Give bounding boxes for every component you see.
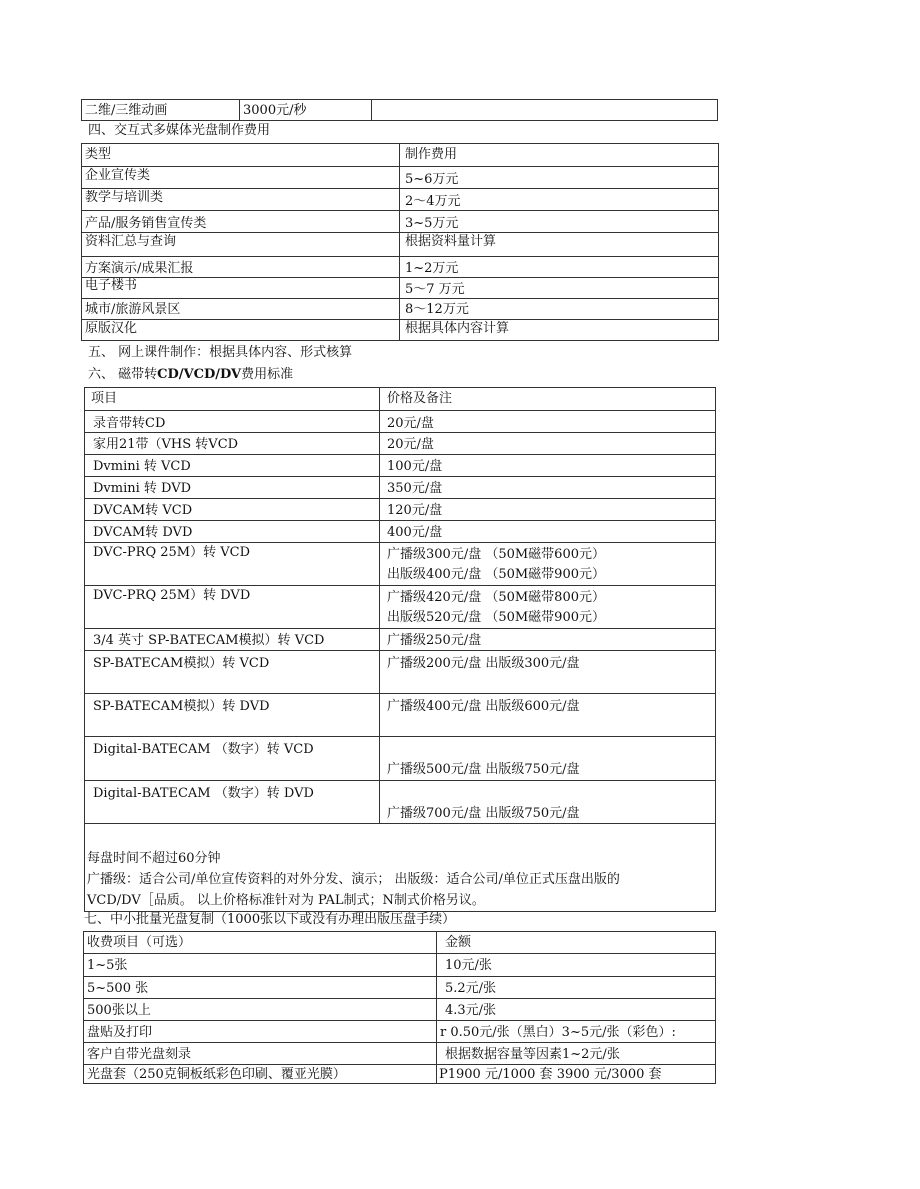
header-price: 价格及备注 [380, 388, 716, 411]
row-item: SP-BATECAM模拟）转 VCD [85, 651, 380, 694]
animation-label: 二维/三维动画 [82, 100, 240, 121]
table-header-row [84, 932, 716, 954]
row-price [380, 543, 716, 586]
row-item: DVCAM转 DVD [85, 521, 380, 543]
table-row [85, 499, 716, 521]
row-fee-item: 光盘套（250克铜板纸彩色印刷、覆亚光膜） [84, 1065, 437, 1084]
row-cost: 5~6万元 [400, 167, 719, 189]
row-price: 广播级500元/盘 出版级750元/盘 [380, 737, 716, 781]
header-type: 类型 [82, 144, 400, 167]
row-amount: 根据数据容量等因素1~2元/张 [437, 1043, 716, 1065]
row-item: DVC-PRQ 25M）转 VCD [85, 543, 380, 586]
section7-heading: 七、中小批量光盘复制（1000张以下或没有办理出版压盘手续） [84, 912, 456, 927]
header-amount: 金额 [437, 932, 716, 954]
row-price: 广播级200元/盘 出版级300元/盘 [380, 651, 716, 694]
row-cost: 根据具体内容计算 [400, 320, 719, 341]
row-type: 城市/旅游风景区 [82, 299, 400, 320]
row-item: Digital-BATECAM （数字）转 DVD [85, 781, 380, 824]
table-row [85, 737, 716, 781]
section6-heading [88, 367, 293, 383]
table-header-row [85, 388, 716, 411]
disc-copy-table [83, 931, 716, 1084]
price-line-publish: 出版级400元/盘 （50M磁带900元） [387, 567, 605, 582]
row-price: 广播级400元/盘 出版级600元/盘 [380, 694, 716, 737]
table-row [84, 1065, 716, 1084]
row-fee-item: 1~5张 [84, 954, 437, 977]
header-cost: 制作费用 [400, 144, 719, 167]
row-item: 录音带转CD [85, 411, 380, 433]
table-row [82, 278, 719, 299]
multimedia-cost-table [81, 143, 719, 341]
table-row [82, 189, 719, 211]
table-row [84, 954, 716, 977]
row-item: Dvmini 转 DVD [85, 477, 380, 499]
animation-extra [372, 100, 718, 121]
row-amount: 10元/张 [437, 954, 716, 977]
section6-heading-formats: CD/VCD/DV [157, 367, 242, 382]
notes-row [85, 824, 716, 912]
table-row [82, 299, 719, 320]
row-amount: P1900 元/1000 套 3900 元/3000 套 [437, 1065, 716, 1084]
notes-cell [85, 824, 716, 912]
tape-conversion-table [84, 387, 716, 912]
row-price: 350元/盘 [380, 477, 716, 499]
row-fee-item: 盘贴及打印 [84, 1021, 437, 1043]
row-item: DVCAM转 VCD [85, 499, 380, 521]
table-row [84, 999, 716, 1021]
row-amount: 4.3元/张 [437, 999, 716, 1021]
table-row [85, 411, 716, 433]
row-price: 120元/盘 [380, 499, 716, 521]
row-cost: 8～12万元 [400, 299, 719, 320]
price-line-broadcast: 广播级420元/盘 （50M磁带800元） [387, 590, 605, 605]
table-row [85, 586, 716, 629]
row-cost: 1~2万元 [400, 257, 719, 278]
table-row [85, 543, 716, 586]
row-item: 家用21带（VHS 转VCD [85, 433, 380, 455]
table-header-row [82, 144, 719, 167]
row-type: 产品/服务销售宣传类 [82, 211, 400, 233]
table-row [82, 320, 719, 341]
section6-heading-prefix: 六、 磁带转 [88, 367, 158, 382]
header-fee-item: 收费项目（可选） [84, 932, 437, 954]
row-item: DVC-PRQ 25M）转 DVD [85, 586, 380, 629]
note-standard: VCD/DV［品质。 以上价格标准针对为 PAL制式；N制式价格另议。 [87, 893, 485, 908]
row-fee-item: 5~500 张 [84, 977, 437, 999]
table-row [84, 977, 716, 999]
price-line-publish: 出版级520元/盘 （50M磁带900元） [387, 610, 605, 625]
row-cost: 2～4万元 [400, 189, 719, 211]
section6-heading-suffix: 费用标准 [241, 367, 294, 382]
table-row [85, 477, 716, 499]
note-levels: 广播级：适合公司/单位宣传资料的对外分发、演示； 出版级：适合公司/单位正式压盘出版的 [87, 872, 620, 887]
table-row [84, 1021, 716, 1043]
row-type: 企业宣传类 [82, 167, 400, 189]
table-row [85, 781, 716, 824]
row-cost: 根据资料量计算 [400, 233, 719, 257]
price-line-broadcast: 广播级300元/盘 （50M磁带600元） [387, 547, 605, 562]
row-price: 100元/盘 [380, 455, 716, 477]
row-type: 电子楼书 [82, 278, 400, 299]
header-item: 项目 [85, 388, 380, 411]
animation-row-table [81, 99, 718, 121]
row-item: SP-BATECAM模拟）转 DVD [85, 694, 380, 737]
table-row [84, 1043, 716, 1065]
table-row [85, 433, 716, 455]
table-row [85, 455, 716, 477]
table-row [82, 257, 719, 278]
row-price: 广播级700元/盘 出版级750元/盘 [380, 781, 716, 824]
animation-price: 3000元/秒 [240, 100, 372, 121]
table-row [85, 521, 716, 543]
table-row [85, 694, 716, 737]
table-row [82, 233, 719, 257]
section5-heading: 五、 网上课件制作：根据具体内容、形式核算 [88, 345, 353, 360]
note-duration: 每盘时间不超过60分钟 [87, 851, 221, 866]
row-type: 资料汇总与查询 [82, 233, 400, 257]
row-type: 方案演示/成果汇报 [82, 257, 400, 278]
table-row [82, 211, 719, 233]
row-price [380, 586, 716, 629]
row-amount: 5.2元/张 [437, 977, 716, 999]
row-price: 广播级250元/盘 [380, 629, 716, 651]
section4-heading: 四、交互式多媒体光盘制作费用 [88, 123, 271, 138]
row-type: 原版汉化 [82, 320, 400, 341]
row-item: Dvmini 转 VCD [85, 455, 380, 477]
row-price: 20元/盘 [380, 433, 716, 455]
row-type: 教学与培训类 [82, 189, 400, 211]
table-row [82, 167, 719, 189]
row-item: 3/4 英寸 SP-BATECAM模拟）转 VCD [85, 629, 380, 651]
row-item: Digital-BATECAM （数字）转 VCD [85, 737, 380, 781]
row-price: 400元/盘 [380, 521, 716, 543]
row-fee-item: 500张以上 [84, 999, 437, 1021]
row-cost: 5～7 万元 [400, 278, 719, 299]
row-cost: 3~5万元 [400, 211, 719, 233]
row-amount: r 0.50元/张（黑白）3~5元/张（彩色）: [437, 1021, 716, 1043]
row-price: 20元/盘 [380, 411, 716, 433]
table-row [85, 629, 716, 651]
row-fee-item: 客户自带光盘刻录 [84, 1043, 437, 1065]
table-row [85, 651, 716, 694]
